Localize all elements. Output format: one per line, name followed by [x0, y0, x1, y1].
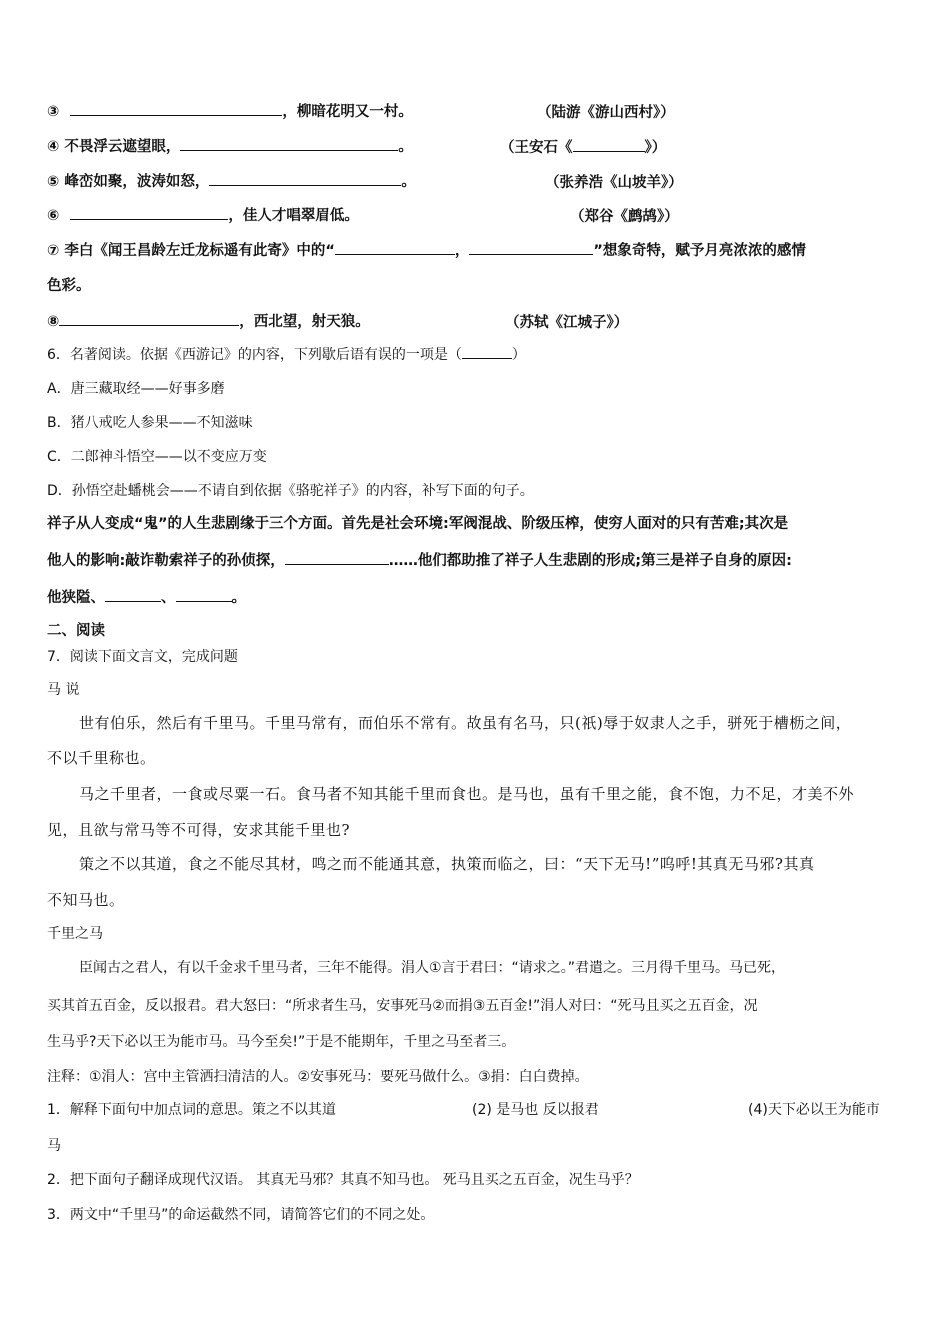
- poem-text: ”想象奇特，赋予月亮浓浓的感情: [593, 243, 806, 259]
- poem-line-7-cont: 色彩。: [47, 278, 91, 294]
- passage-2-line: 臣闻古之君人，有以千金求千里马者，三年不能得。涓人①言于君曰：“请求之。”君遣之。三月得千里马。马已死，: [79, 960, 786, 976]
- poem-line-5: [47, 171, 416, 192]
- q7-stem: 7．阅读下面文言文，完成问题: [47, 649, 238, 665]
- answer-blank[interactable]: [573, 137, 645, 152]
- xiangzi-para-1: 祥子从人变成“鬼”的人生悲剧缘于三个方面。首先是社会环境:军阀混战、阶级压榨，使穷人面对的只有苦难;其次是: [47, 516, 789, 532]
- passage-title-1: 马 说: [47, 682, 80, 698]
- q6-option-a: A．唐三藏取经——好事多磨: [47, 381, 225, 397]
- answer-blank[interactable]: [59, 311, 239, 326]
- sub-question-1: 1．解释下面句中加点词的意思。策之不以其道: [47, 1102, 336, 1118]
- q6-stem: [47, 344, 526, 365]
- q6-stem-text: ）: [511, 347, 526, 363]
- passage-1-line: 不以千里称也。: [47, 749, 156, 767]
- passage-2-line: 生马乎?天下必以王为能市马。马今至矣!”于是不能期年，千里之马至者三。: [47, 1034, 516, 1050]
- annotation-note: 注释：①涓人：宫中主管洒扫清洁的人。②安事死马：要死马做什么。③捐：白白费掉。: [47, 1069, 589, 1085]
- poem-text: ，: [454, 243, 470, 259]
- source-text: （王安石《: [500, 140, 573, 156]
- passage-1-line: 世有伯乐，然后有千里马。千里马常有，而伯乐不常有。故虽有名马，只(祇)辱于奴隶人之手，骈死于槽枥之间，: [79, 714, 852, 732]
- poem-text: 。: [401, 174, 416, 190]
- xiangzi-para-2: [47, 550, 792, 571]
- passage-1-line: 不知马也。: [47, 891, 125, 909]
- answer-blank[interactable]: [70, 101, 282, 116]
- answer-blank[interactable]: [285, 550, 389, 565]
- poem-source: [500, 136, 666, 157]
- answer-blank[interactable]: [70, 205, 228, 220]
- poem-line-3: [47, 101, 413, 122]
- answer-blank[interactable]: [176, 587, 232, 602]
- answer-blank[interactable]: [105, 587, 161, 602]
- q6-option-c: C．二郎神斗悟空——以不变应万变: [47, 449, 267, 465]
- para-text: ……他们都助推了祥子人生悲剧的形成;第三是祥子自身的原因:: [388, 553, 792, 569]
- poem-line-7: [47, 240, 806, 261]
- poem-number: ⑤: [47, 174, 60, 190]
- section-heading: 二、阅读: [47, 623, 105, 639]
- poem-text: ，柳暗花明又一村。: [282, 104, 413, 120]
- passage-1-line: 策之不以其道，食之不能尽其材，鸣之而不能通其意，执策而临之，曰：“天下无马!”呜呼!其真无马邪?其真: [79, 855, 815, 873]
- answer-blank[interactable]: [335, 240, 455, 255]
- para-text: 、: [161, 590, 176, 606]
- sub-question-1-part-4: (4)天下必以王为能市: [748, 1102, 880, 1118]
- poem-number: ⑥: [47, 208, 60, 224]
- answer-blank[interactable]: [209, 171, 401, 186]
- poem-number: ③: [47, 104, 60, 120]
- poem-text: 不畏浮云遮望眼，: [64, 139, 181, 155]
- poem-text: ，西北望，射天狼。: [239, 314, 370, 330]
- passage-title-2: 千里之马: [47, 926, 103, 942]
- poem-number: ④: [47, 139, 60, 155]
- poem-number: ⑦: [47, 243, 60, 259]
- sub-question-3: 3．两文中“千里马”的命运截然不同，请简答它们的不同之处。: [47, 1207, 435, 1223]
- para-text: 他人的影响:敲诈勒索祥子的孙侦探，: [47, 553, 285, 569]
- poem-source: （苏轼《江城子》）: [505, 315, 629, 331]
- source-text: 》）: [644, 140, 667, 156]
- answer-blank[interactable]: [469, 240, 593, 255]
- poem-number: ⑧: [47, 314, 60, 330]
- poem-source: （张养浩《山坡羊》）: [545, 175, 683, 191]
- xiangzi-para-3: [47, 587, 246, 608]
- passage-1-line: 见，且欲与常马等不可得，安求其能千里也?: [47, 821, 351, 839]
- sub-question-1-cont: 马: [47, 1138, 61, 1154]
- poem-text: 李白《闻王昌龄左迁龙标遥有此寄》中的“: [64, 243, 335, 259]
- q6-stem-text: 6．名著阅读。依据《西游记》的内容，下列歇后语有误的一项是（: [47, 347, 462, 363]
- poem-line-4: [47, 136, 413, 157]
- poem-line-8: [47, 311, 370, 332]
- para-text: 。: [231, 590, 246, 606]
- sub-question-1-part-2: (2) 是马也 反以报君: [472, 1102, 599, 1118]
- poem-text: ，佳人才唱翠眉低。: [228, 208, 359, 224]
- answer-blank[interactable]: [180, 136, 398, 151]
- passage-1-line: 马之千里者，一食或尽粟一石。食马者不知其能千里而食也。是马也，虽有千里之能，食不饱，力不足，才美不外: [79, 785, 855, 803]
- answer-blank[interactable]: [462, 344, 512, 359]
- poem-line-6: [47, 205, 359, 226]
- poem-text: 。: [398, 139, 413, 155]
- para-text: 他狭隘、: [47, 590, 105, 606]
- passage-2-line: 买其首五百金，反以报君。君大怒曰：“所求者生马，安事死马②而捐③五百金!”涓人对曰：“死马且买之五百金，况: [47, 998, 758, 1014]
- poem-source: （郑谷《鹧鸪》）: [570, 209, 679, 225]
- q6-option-b: B．猪八戒吃人参果——不知滋味: [47, 415, 253, 431]
- sub-question-2: 2．把下面句子翻译成现代汉语。 其真无马邪？其真不知马也。 死马且买之五百金，况生马乎？: [47, 1172, 639, 1188]
- poem-text: 峰峦如聚，波涛如怒，: [64, 174, 210, 190]
- poem-source: （陆游《游山西村》）: [537, 105, 675, 121]
- q6-option-d: D．孙悟空赴蟠桃会——不请自到依据《骆驼祥子》的内容，补写下面的句子。: [47, 483, 534, 499]
